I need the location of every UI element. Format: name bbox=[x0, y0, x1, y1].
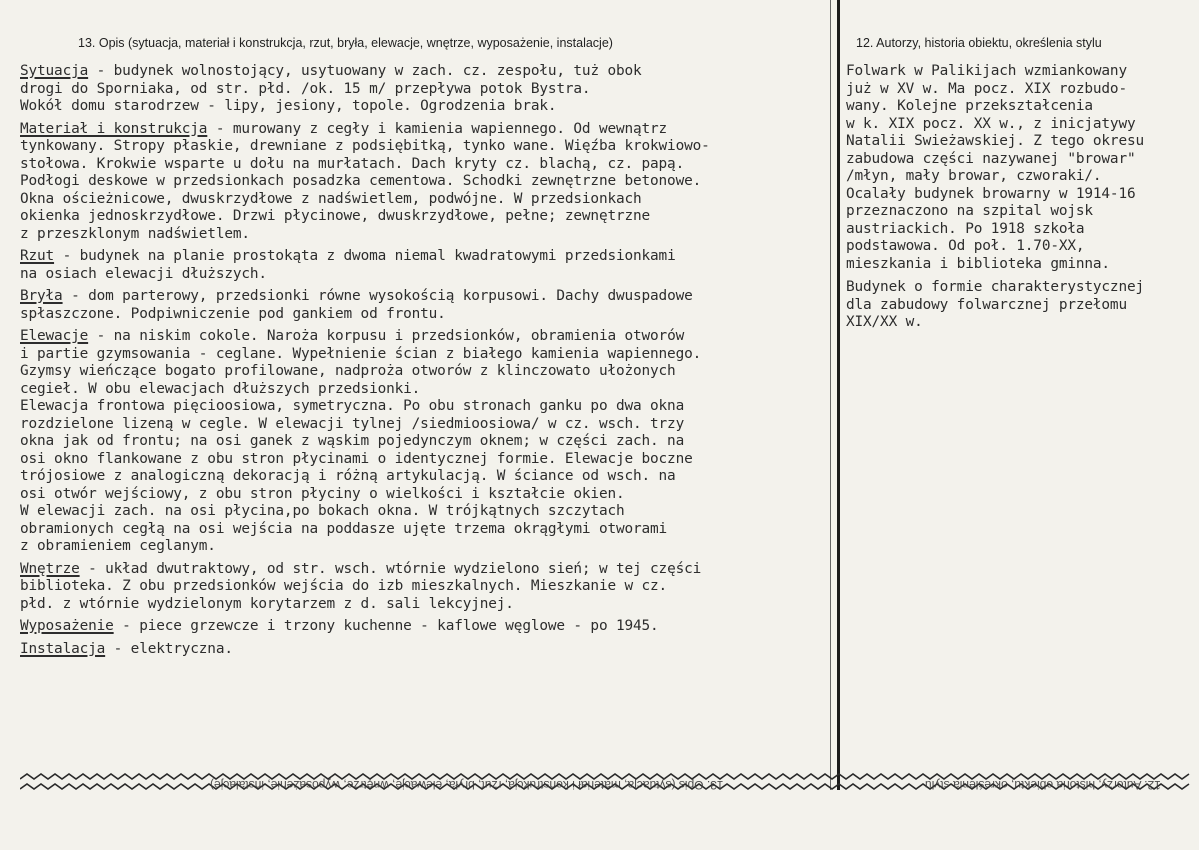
description-line bbox=[20, 468, 710, 486]
section-label: Materiał i konstrukcja bbox=[20, 120, 208, 137]
history-line: austriackich. Po 1918 szkoła bbox=[846, 220, 1085, 237]
description-line bbox=[20, 521, 710, 539]
description-line-text: biblioteka. Z obu przedsionków wejścia do izb mieszkalnych. Mieszkanie w cz. bbox=[20, 578, 668, 594]
history-line: już w XV w. Ma pocz. XIX rozbudo- bbox=[846, 80, 1127, 97]
description-line bbox=[20, 578, 710, 596]
description-line-text: drogi do Sporniaka, od str. płd. /ok. 15 m/ przepływa potok Bystra. bbox=[20, 80, 591, 97]
description-line bbox=[20, 81, 710, 99]
description-line bbox=[20, 63, 710, 81]
description-line bbox=[20, 486, 710, 504]
description-line-text: Wokół domu starodrzew - lipy, jesiony, topole. Ogrodzenia brak. bbox=[20, 98, 557, 114]
history-line: podstawowa. Od poł. 1.70-XX, bbox=[846, 238, 1085, 254]
description-line bbox=[20, 503, 710, 521]
mirrored-footer-left: 13. Opis (sytuacja, materiał i konstrukcja, rzut, bryła, elewacje, wnętrze, wyposażenie, instalacje) bbox=[210, 778, 724, 792]
section-label: Wnętrze bbox=[20, 560, 80, 577]
description-line-text: - dom parterowy, przedsionki równe wysokością korpusowi. Dachy dwuspadowe bbox=[62, 288, 693, 304]
description-line bbox=[20, 306, 710, 324]
description-line-text: Podłogi deskowe w przedsionkach posadzka cementowa. Schodki zewnętrzne betonowe. bbox=[20, 173, 702, 189]
mirrored-footer-right: 12. Autorzy, historia obiektu, określenia stylu bbox=[925, 778, 1161, 792]
description-line-text: - na niskim cokole. Naroża korpusu i przedsionków, obramienia otworów bbox=[88, 328, 685, 344]
history-line: Ocalały budynek browarny w 1914-16 bbox=[846, 185, 1136, 202]
history-line: wany. Kolejne przekształcenia bbox=[846, 98, 1093, 114]
description-line bbox=[20, 596, 710, 614]
description-line bbox=[20, 433, 710, 451]
description-line-text: płd. z wtórnie wydzielonym korytarzem z d. sali lekcyjnej. bbox=[20, 595, 514, 612]
description-line bbox=[20, 173, 710, 191]
column-divider-thin bbox=[830, 0, 831, 790]
description-line bbox=[20, 98, 710, 116]
history-line: zabudowa części nazywanej "browar" bbox=[846, 150, 1136, 167]
description-line bbox=[20, 248, 710, 266]
section-label: Elewacje bbox=[20, 328, 89, 344]
history-line: w k. XIX pocz. XX w., z inicjatywy bbox=[846, 115, 1136, 132]
description-line-text: spłaszczone. Podpiwniczenie pod gankiem od frontu. bbox=[20, 305, 446, 322]
description-text bbox=[20, 63, 710, 658]
description-line bbox=[20, 641, 710, 659]
description-line-text: i partie gzymsowania - ceglane. Wypełnienie ścian z białego kamienia wapiennego. bbox=[20, 345, 702, 362]
description-line bbox=[20, 346, 710, 364]
history-text bbox=[846, 63, 1144, 332]
description-line bbox=[20, 561, 710, 579]
description-line-text: W elewacji zach. na osi płycina,po bokach okna. W trójkątnych szczytach bbox=[20, 503, 625, 519]
description-line bbox=[20, 328, 710, 346]
description-line-text: okienka jednoskrzydłowe. Drzwi płycinowe, dwuskrzydłowe, pełne; zewnętrzne bbox=[20, 208, 651, 224]
section-label: Bryła bbox=[20, 288, 63, 304]
history-line: Natalii Swieżawskiej. Z tego okresu bbox=[846, 133, 1144, 149]
history-line: mieszkania i biblioteka gminna. bbox=[846, 255, 1110, 272]
description-line-text: Elewacja frontowa pięcioosiowa, symetryczna. Po obu stronach ganku po dwa okna bbox=[20, 398, 685, 414]
description-line bbox=[20, 121, 710, 139]
description-line bbox=[20, 226, 710, 244]
description-line-text: na osiach elewacji dłuższych. bbox=[20, 265, 267, 282]
description-line bbox=[20, 538, 710, 556]
description-line bbox=[20, 618, 710, 636]
description-line bbox=[20, 156, 710, 174]
history-line: Budynek o formie charakterystycznej bbox=[846, 279, 1144, 295]
description-line bbox=[20, 363, 710, 381]
description-line bbox=[20, 416, 710, 434]
description-line-text: trójosiowe z analogiczną dekoracją i różną artykulacją. W ściance od wsch. na bbox=[20, 468, 676, 484]
description-line-text: - murowany z cegły i kamienia wapiennego. Od wewnątrz bbox=[207, 120, 668, 137]
section-12-header: 12. Autorzy, historia obiektu, określenia stylu bbox=[856, 36, 1102, 50]
description-line bbox=[20, 288, 710, 306]
history-line: dla zabudowy folwarcznej przełomu bbox=[846, 296, 1127, 313]
description-line-text: Okna ościeżnicowe, dwuskrzydłowe z nadświetlem, podwójne. W przedsionkach bbox=[20, 190, 642, 207]
description-line-text: z przeszklonym nadświetlem. bbox=[20, 225, 250, 242]
history-line: XIX/XX w. bbox=[846, 314, 923, 330]
description-line bbox=[20, 398, 710, 416]
description-line-text: rozdzielone lizeną w cegle. W elewacji tylnej /siedmioosiowa/ w cz. wsch. trzy bbox=[20, 415, 685, 432]
description-line-text: tynkowany. Stropy płaskie, drewniane z podsiębitką, tynko wane. Więźba krokwiowo- bbox=[20, 138, 710, 154]
description-line bbox=[20, 381, 710, 399]
section-label: Wyposażenie bbox=[20, 618, 114, 634]
description-line-text: osi okno flankowane z obu stron płycinami o identycznej formie. Elewacje boczne bbox=[20, 450, 693, 467]
description-line-text: Gzymsy wieńczące bogato profilowane, nadproża otworów z klinczowato ułożonych bbox=[20, 363, 676, 379]
description-line-text: okna jak od frontu; na osi ganek z wąskim pojedynczym oknem; w części zach. na bbox=[20, 433, 685, 449]
description-line-text: - budynek wolnostojący, usytuowany w zach. cz. zespołu, tuż obok bbox=[88, 63, 642, 79]
description-line-text: - piece grzewcze i trzony kuchenne - kaflowe węglowe - po 1945. bbox=[113, 618, 659, 634]
description-line-text: - budynek na planie prostokąta z dwoma niemal kwadratowymi przedsionkami bbox=[54, 248, 676, 264]
description-line-text: osi otwór wejściowy, z obu stron płyciny o wielkości i kształcie okien. bbox=[20, 485, 625, 502]
description-line bbox=[20, 266, 710, 284]
section-label: Sytuacja bbox=[20, 63, 89, 79]
description-line-text: - elektryczna. bbox=[105, 640, 233, 657]
section-label: Instalacja bbox=[20, 640, 106, 657]
description-line bbox=[20, 208, 710, 226]
history-line: przeznaczono na szpital wojsk bbox=[846, 203, 1093, 219]
description-line-text: cegieł. W obu elewacjach dłuższych przedsionki. bbox=[20, 380, 421, 397]
section-label: Rzut bbox=[20, 248, 55, 264]
description-line-text: - układ dwutraktowy, od str. wsch. wtórnie wydzielono sień; w tej części bbox=[79, 560, 702, 577]
description-line-text: z obramieniem ceglanym. bbox=[20, 538, 216, 554]
history-line: /młyn, mały browar, czworaki/. bbox=[846, 168, 1102, 184]
history-line: Folwark w Palikijach wzmiankowany bbox=[846, 63, 1127, 79]
description-line bbox=[20, 138, 710, 156]
column-divider bbox=[837, 0, 840, 790]
description-line-text: stołowa. Krokwie wsparte u dołu na murłatach. Dach kryty cz. blachą, cz. papą. bbox=[20, 155, 685, 172]
description-line-text: obramionych cegłą na osi wejścia na poddasze ujęte trzema okrągłymi otworami bbox=[20, 520, 668, 537]
section-13-header: 13. Opis (sytuacja, materiał i konstrukcja, rzut, bryła, elewacje, wnętrze, wyposażenie, instalacje) bbox=[78, 36, 613, 50]
description-line bbox=[20, 191, 710, 209]
description-line bbox=[20, 451, 710, 469]
